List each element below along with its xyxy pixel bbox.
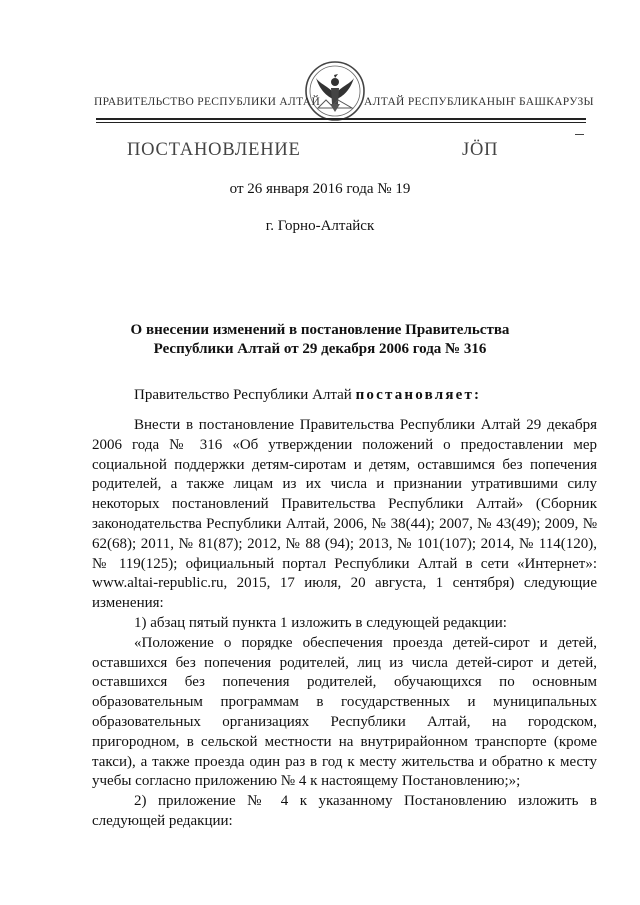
header-tick-mark bbox=[575, 134, 584, 135]
document-date-number: от 26 января 2016 года № 19 bbox=[229, 181, 411, 197]
doc-type-russian: ПОСТАНОВЛЕНИЕ bbox=[127, 140, 301, 160]
header-title-altai: АЛТАЙ РЕСПУБЛИКАНЫҤ БАШКАРУЗЫ bbox=[364, 96, 594, 108]
coat-of-arms-icon bbox=[304, 60, 366, 122]
intro-text: Правительство Республики Алтай bbox=[134, 387, 352, 403]
header-rule-thin bbox=[96, 122, 586, 123]
document-city: г. Горно-Алтайск bbox=[265, 218, 375, 234]
document-subject: О внесении изменений в постановление Правительства Республики Алтай от 29 декабря 2006 года № 316 bbox=[130, 322, 510, 357]
doc-type-altai: ЈӦП bbox=[462, 140, 499, 160]
body-paragraph: «Положение о порядке обеспечения проезда детей-сирот и детей, оставшихся без попечения родителей, лиц из числа детей-сирот и детей, оставшихся без попечения родителей, обучающихся по основным образовательным программам в государственных и муниципальных образовательных организациях Республики Алтай, на городском, пригородном, в сельской местности на внутрирайонном транспорте (кроме такси), а также проезда один раз в год к месту жительства и обратно к месту учебы согласно приложению № 4 к настоящему Постановлению;»; bbox=[92, 634, 597, 790]
body-paragraph: Внести в постановление Правительства Республики Алтай 29 декабря 2006 года № 316 «Об утверждении положений о предоставлении мер социальной поддержки детям-сиротам и детям, оставшимся без попечения родителей, а также лицам из их числа и признании утратившими силу некоторых постановлений Правительства Республики Алтай» (Сборник законодательства Республики Алтай, 2006, № 38(44); 2007, № 43(49); 2009, № 62(68); 2011, № 81(87); 2012, № 88 (94); 2013, № 101(107); 2014, № 114(120), № 119(125); официальный портал Республики Алтай в сети «Интернет»: www.altai-republic.ru, 2015, 17 июля, 20 августа, 1 сентября) следующие изменения: bbox=[92, 417, 597, 612]
header-title-russian: ПРАВИТЕЛЬСТВО РЕСПУБЛИКИ АЛТАЙ bbox=[94, 96, 321, 108]
body-paragraph: 2) приложение № 4 к указанному Постановлению изложить в следующей редакции: bbox=[92, 793, 597, 829]
header-rule-thick bbox=[96, 118, 586, 120]
intro-emphasis: постановляет: bbox=[355, 387, 482, 403]
intro-line bbox=[134, 387, 481, 404]
body-paragraph: 1) абзац пятый пункта 1 изложить в следующей редакции: bbox=[134, 614, 507, 631]
document-body bbox=[92, 416, 597, 832]
